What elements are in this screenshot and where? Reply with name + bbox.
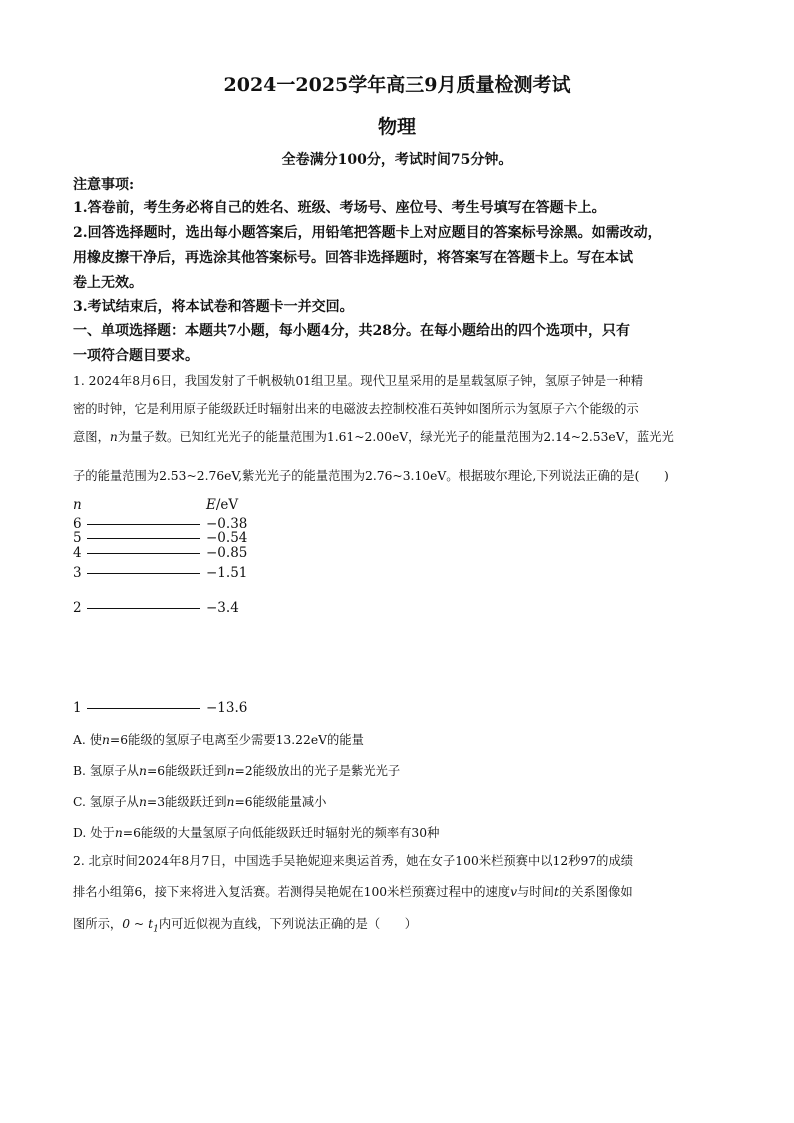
level-5-number: 5 (73, 530, 82, 546)
energy-level-diagram (70, 495, 290, 720)
level-3-number: 3 (73, 565, 82, 581)
level-2-number: 2 (73, 600, 82, 616)
level-4-energy: −0.85 (206, 545, 248, 561)
level-3-energy: −1.51 (206, 565, 248, 581)
q1-option-a: A. 使n=6能级的氢原子电离至少需要13.22eV的能量 (73, 733, 364, 747)
q1-option-d: D. 处于n=6能级的大量氢原子向低能级跃迁时辐射光的频率有30种 (73, 826, 440, 840)
level-5-energy: −0.54 (206, 530, 248, 546)
exam-title: 2024一2025学年高三9月质量检测考试 (223, 74, 571, 96)
notice-item-2-line-1: 2.回答选择题时，选出每小题答案后，用铅笔把答题卡上对应题目的答案标号涂黑。如需改动， (73, 225, 662, 241)
quantum-number-axis-label: n (73, 497, 82, 513)
level-6-line (87, 524, 200, 525)
level-4-line (87, 553, 200, 554)
q2-line-3: 图所示，0 ~ $t_1$内可近似视为直线，下列说法正确的是（ ） (73, 917, 418, 935)
notice-item-2-line-3: 卷上无效。 (73, 275, 143, 291)
notice-item-3: 3.考试结束后，将本试卷和答题卡一并交回。 (73, 299, 354, 315)
section-1-heading-line-2: 一项符合题目要求。 (73, 348, 199, 364)
level-1-number: 1 (73, 700, 82, 716)
q1-line-3: 意图，n为量子数。已知红光光子的能量范围为1.61~2.00eV，绿光光子的能量范围为2.14~2.53eV，蓝光光 (73, 430, 674, 444)
q1-line-1: 1. 2024年8月6日，我国发射了千帆极轨01组卫星。现代卫星采用的是星载氢原子钟，氢原子钟是一种精 (73, 374, 644, 388)
notice-heading: 注意事项: (73, 177, 135, 193)
notice-item-2-line-2: 用橡皮擦干净后，再选涂其他答案标号。回答非选择题时，将答案写在答题卡上。写在本试 (73, 250, 633, 266)
q2-line-1: 2. 北京时间2024年8月7日，中国选手吴艳妮迎来奥运首秀，她在女子100米栏预赛中以12秒97的成绩 (73, 854, 634, 868)
q1-line-4: 子的能量范围为2.53~2.76eV,紫光光子的能量范围为2.76~3.10eV。根据玻尔理论,下列说法正确的是( ) (73, 469, 669, 483)
level-5-line (87, 538, 200, 539)
level-4-number: 4 (73, 545, 82, 561)
subject-title: 物理 (377, 116, 416, 138)
q1-option-c: C. 氢原子从n=3能级跃迁到n=6能级能量减小 (73, 795, 327, 809)
level-6-energy: −0.38 (206, 516, 248, 532)
level-6-number: 6 (73, 516, 82, 532)
level-2-energy: −3.4 (206, 600, 239, 616)
notice-item-1: 1.答卷前，考生务必将自己的姓名、班级、考场号、座位号、考生号填写在答题卡上。 (73, 200, 606, 216)
level-1-line (87, 708, 200, 709)
level-3-line (87, 573, 200, 574)
level-1-energy: −13.6 (206, 700, 248, 716)
exam-info: 全卷满分100分，考试时间75分钟。 (281, 152, 513, 168)
level-2-line (87, 608, 200, 609)
q1-option-b: B. 氢原子从n=6能级跃迁到n=2能级放出的光子是紫光光子 (73, 764, 401, 778)
section-1-heading-line-1: 一、单项选择题：本题共7小题，每小题4分，共28分。在每小题给出的四个选项中，只有 (73, 323, 630, 339)
q2-line-2: 排名小组第6，接下来将进入复活赛。若测得吴艳妮在100米栏预赛过程中的速度v与时间t的关系图像如 (73, 885, 633, 899)
energy-axis-label: E/eV (206, 497, 239, 513)
q1-line-2: 密的时钟，它是利用原子能级跃迁时辐射出来的电磁波去控制校准石英钟如图所示为氢原子六个能级的示 (73, 402, 639, 416)
